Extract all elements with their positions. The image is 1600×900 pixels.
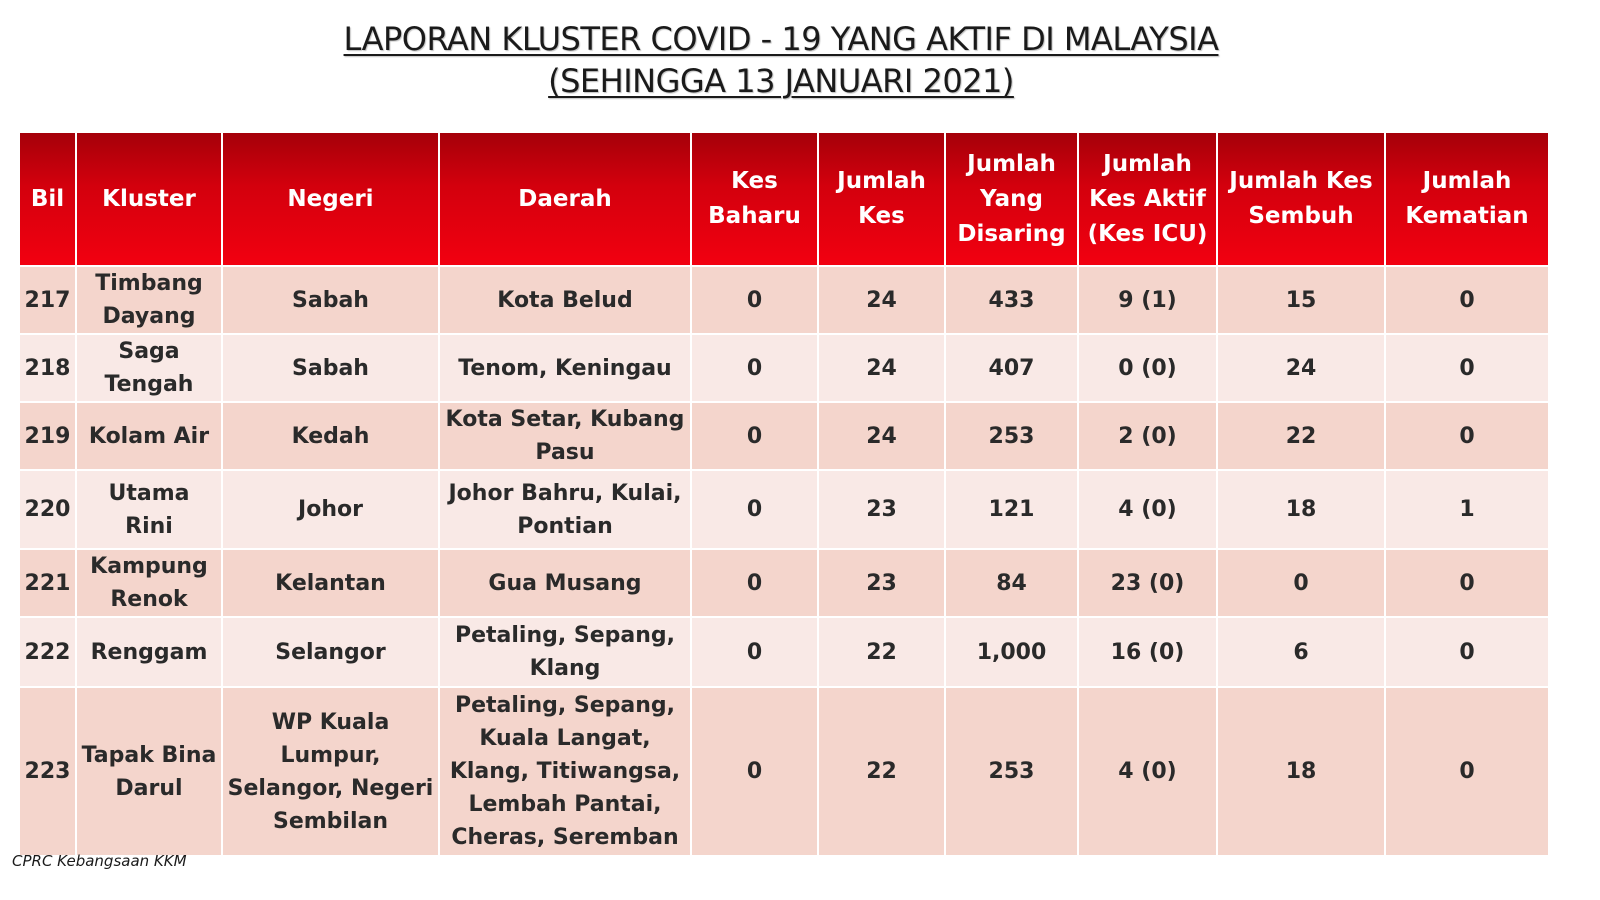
header-jumlah-kematian: Jumlah Kematian <box>1385 132 1549 266</box>
cell-jumlah-kes: 24 <box>818 402 945 470</box>
cell-negeri: WP Kuala Lumpur, Selangor, Negeri Sembilan <box>222 687 439 856</box>
table-row <box>19 266 1549 334</box>
cell-kes-sembuh: 18 <box>1217 687 1385 856</box>
cell-kes-sembuh: 22 <box>1217 402 1385 470</box>
cell-negeri: Sabah <box>222 334 439 402</box>
cell-kes-baharu: 0 <box>691 334 818 402</box>
header-jumlah-kes-sembuh: Jumlah Kes Sembuh <box>1217 132 1385 266</box>
cluster-table <box>18 131 1550 857</box>
cell-kes-aktif: 4 (0) <box>1078 687 1217 856</box>
cell-jumlah-kes: 24 <box>818 334 945 402</box>
cell-kes-aktif: 16 (0) <box>1078 617 1217 687</box>
header-jumlah-kes-aktif: Jumlah Kes Aktif (Kes ICU) <box>1078 132 1217 266</box>
cell-jumlah-disaring: 1,000 <box>945 617 1078 687</box>
cell-bil: 221 <box>19 549 76 617</box>
table-row <box>19 470 1549 549</box>
cell-kes-sembuh: 18 <box>1217 470 1385 549</box>
cell-kematian: 0 <box>1385 334 1549 402</box>
cell-bil: 218 <box>19 334 76 402</box>
cell-daerah: Petaling, Sepang, Kuala Langat, Klang, Titiwangsa, Lembah Pantai, Cheras, Seremban <box>439 687 691 856</box>
cell-jumlah-kes: 24 <box>818 266 945 334</box>
cell-negeri: Kelantan <box>222 549 439 617</box>
cell-kes-baharu: 0 <box>691 617 818 687</box>
cell-kluster: Kolam Air <box>76 402 222 470</box>
header-bil: Bil <box>19 132 76 266</box>
cell-negeri: Johor <box>222 470 439 549</box>
cell-daerah: Kota Belud <box>439 266 691 334</box>
cell-bil: 220 <box>19 470 76 549</box>
table-row <box>19 334 1549 402</box>
cell-bil: 223 <box>19 687 76 856</box>
table-row <box>19 549 1549 617</box>
cell-jumlah-kes: 23 <box>818 470 945 549</box>
cell-bil: 217 <box>19 266 76 334</box>
cell-negeri: Kedah <box>222 402 439 470</box>
cell-jumlah-kes: 23 <box>818 549 945 617</box>
cell-kematian: 0 <box>1385 402 1549 470</box>
table-header-row <box>19 132 1549 266</box>
cell-kes-aktif: 2 (0) <box>1078 402 1217 470</box>
cell-jumlah-disaring: 407 <box>945 334 1078 402</box>
cell-kluster: Timbang Dayang <box>76 266 222 334</box>
cell-jumlah-disaring: 253 <box>945 687 1078 856</box>
cell-bil: 219 <box>19 402 76 470</box>
table-row <box>19 617 1549 687</box>
cell-kluster: Kampung Renok <box>76 549 222 617</box>
cell-kes-baharu: 0 <box>691 470 818 549</box>
cell-kluster: Saga Tengah <box>76 334 222 402</box>
cell-kes-aktif: 0 (0) <box>1078 334 1217 402</box>
cell-negeri: Sabah <box>222 266 439 334</box>
header-jumlah-kes: Jumlah Kes <box>818 132 945 266</box>
cell-jumlah-disaring: 84 <box>945 549 1078 617</box>
header-daerah: Daerah <box>439 132 691 266</box>
cell-bil: 222 <box>19 617 76 687</box>
cell-kluster: Renggam <box>76 617 222 687</box>
cell-kematian: 0 <box>1385 687 1549 856</box>
report-title <box>0 18 1562 102</box>
cell-kes-baharu: 0 <box>691 266 818 334</box>
cell-kes-aktif: 9 (1) <box>1078 266 1217 334</box>
cell-kes-baharu: 0 <box>691 687 818 856</box>
header-negeri: Negeri <box>222 132 439 266</box>
table-row <box>19 687 1549 856</box>
cell-kes-sembuh: 6 <box>1217 617 1385 687</box>
cell-jumlah-kes: 22 <box>818 617 945 687</box>
cell-daerah: Petaling, Sepang, Klang <box>439 617 691 687</box>
cell-kematian: 1 <box>1385 470 1549 549</box>
cell-kluster: Utama Rini <box>76 470 222 549</box>
cell-daerah: Gua Musang <box>439 549 691 617</box>
report-title-line-2: (SEHINGGA 13 JANUARI 2021) <box>548 62 1014 100</box>
header-kluster: Kluster <box>76 132 222 266</box>
cell-jumlah-disaring: 433 <box>945 266 1078 334</box>
header-jumlah-disaring: Jumlah Yang Disaring <box>945 132 1078 266</box>
cell-kes-sembuh: 24 <box>1217 334 1385 402</box>
cell-kes-sembuh: 15 <box>1217 266 1385 334</box>
header-kes-baharu: Kes Baharu <box>691 132 818 266</box>
cell-negeri: Selangor <box>222 617 439 687</box>
cell-daerah: Tenom, Keningau <box>439 334 691 402</box>
cell-kematian: 0 <box>1385 266 1549 334</box>
cell-kluster: Tapak Bina Darul <box>76 687 222 856</box>
cell-kes-aktif: 4 (0) <box>1078 470 1217 549</box>
cell-kes-baharu: 0 <box>691 549 818 617</box>
report-title-line-1: LAPORAN KLUSTER COVID - 19 YANG AKTIF DI MALAYSIA <box>343 20 1219 58</box>
cell-kes-sembuh: 0 <box>1217 549 1385 617</box>
table-row <box>19 402 1549 470</box>
cell-kematian: 0 <box>1385 617 1549 687</box>
cell-jumlah-disaring: 121 <box>945 470 1078 549</box>
cell-kes-baharu: 0 <box>691 402 818 470</box>
cell-jumlah-kes: 22 <box>818 687 945 856</box>
cell-kematian: 0 <box>1385 549 1549 617</box>
cell-kes-aktif: 23 (0) <box>1078 549 1217 617</box>
cell-daerah: Johor Bahru, Kulai, Pontian <box>439 470 691 549</box>
cell-daerah: Kota Setar, Kubang Pasu <box>439 402 691 470</box>
source-credit: CPRC Kebangsaan KKM <box>12 852 187 870</box>
cell-jumlah-disaring: 253 <box>945 402 1078 470</box>
